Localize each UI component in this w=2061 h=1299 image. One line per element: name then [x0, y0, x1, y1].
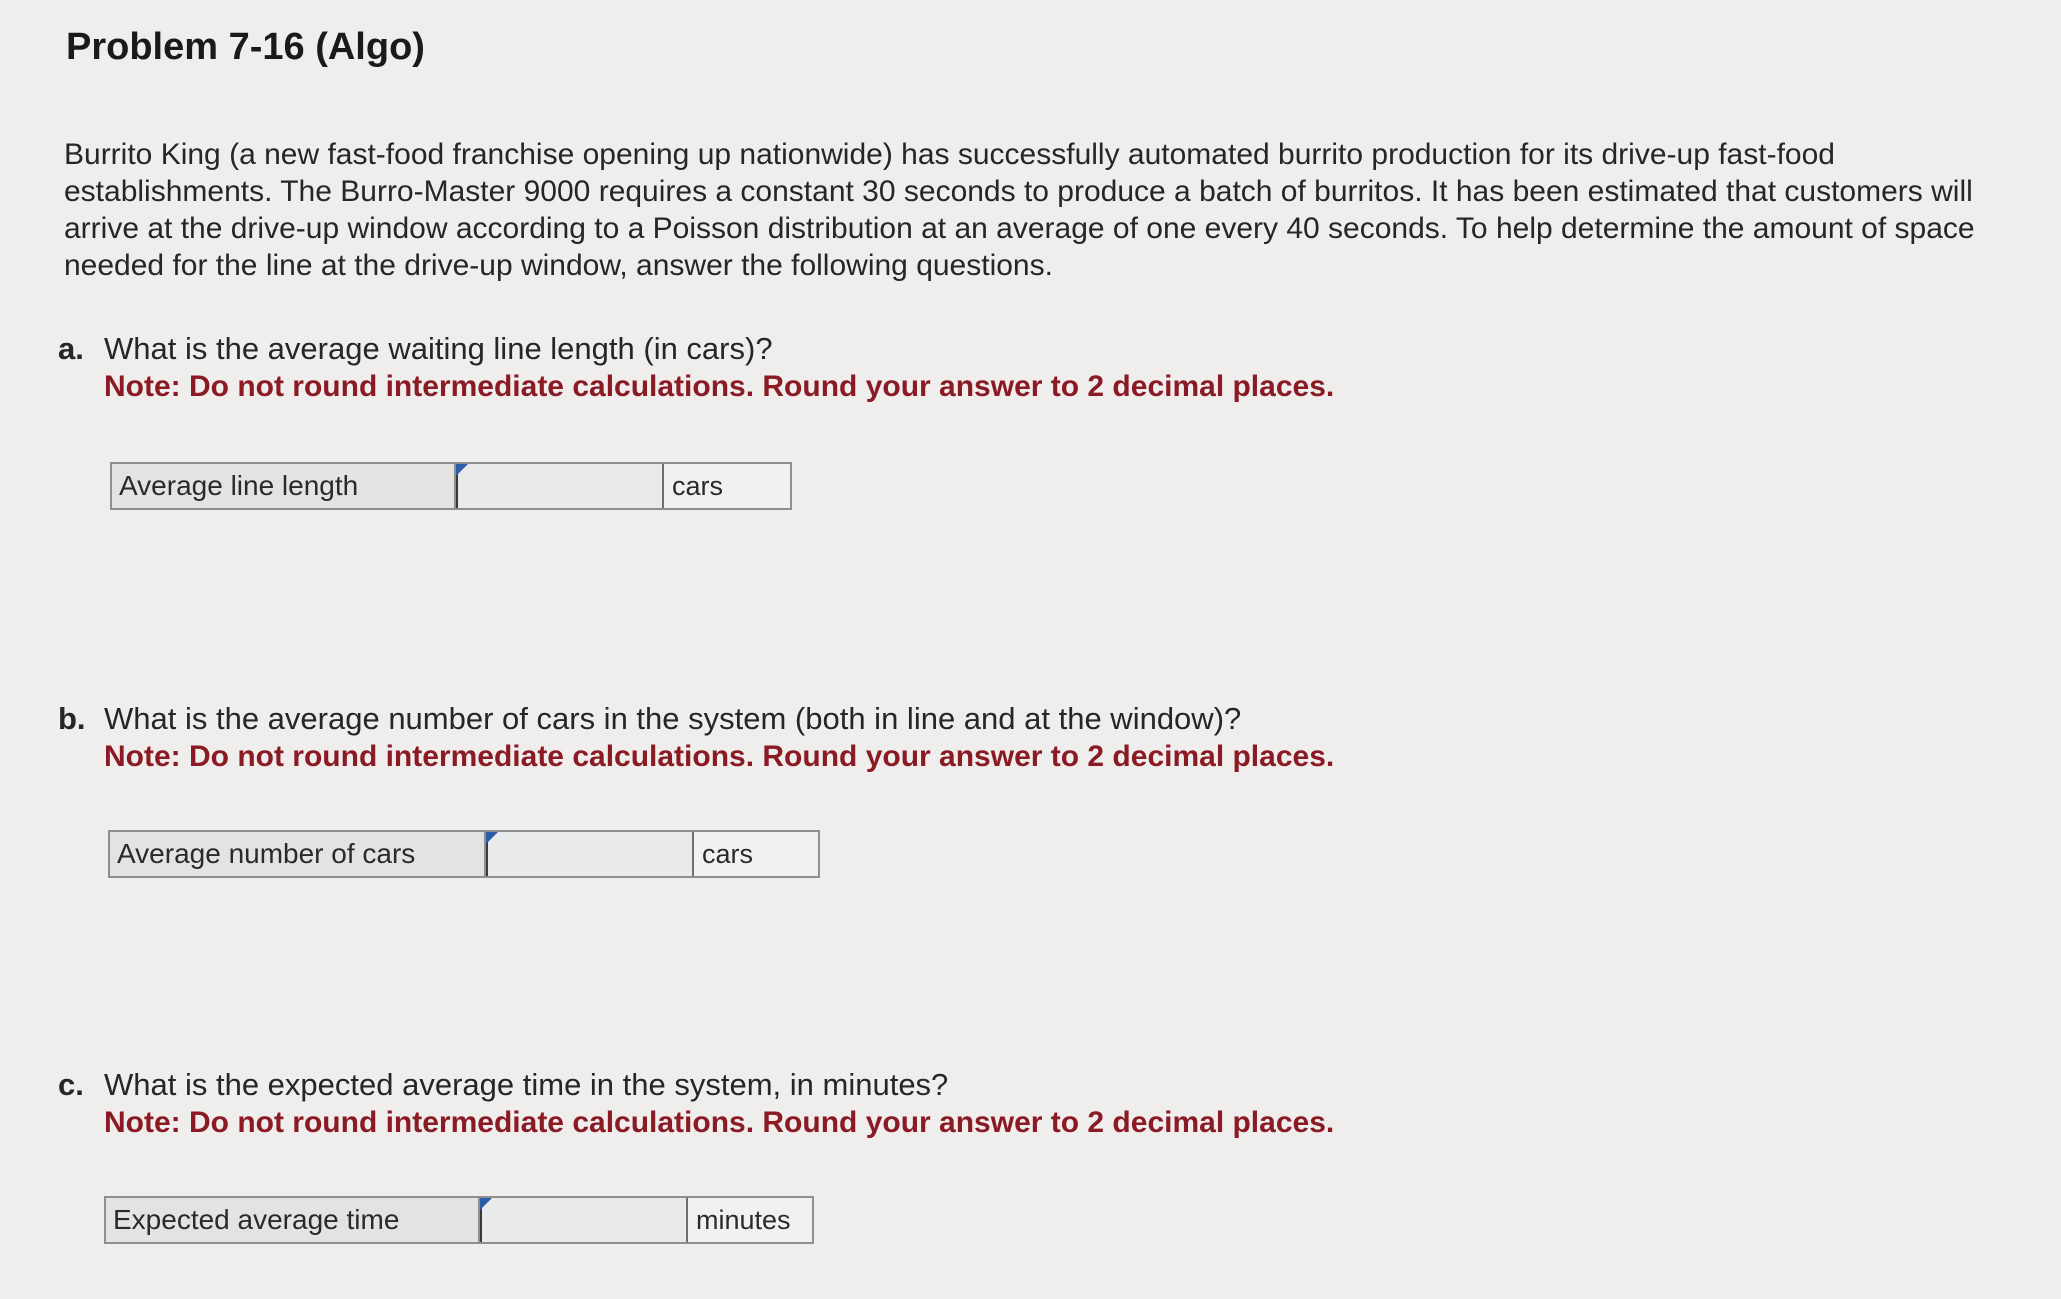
answer-b-input-wrap — [486, 832, 694, 876]
answer-c-label: Expected average time — [106, 1198, 480, 1242]
question-c-text: What is the expected average time in the system, in minutes? — [104, 1067, 949, 1102]
question-a-text: What is the average waiting line length (in cars)? — [104, 331, 773, 366]
answer-a-input-wrap — [456, 464, 664, 508]
answer-row-c — [104, 1196, 814, 1244]
question-c-letter: c. — [58, 1067, 84, 1102]
question-b — [58, 700, 1758, 776]
expected-average-time-input[interactable] — [480, 1198, 688, 1242]
answer-a-label: Average line length — [112, 464, 456, 508]
answer-b-label: Average number of cars — [110, 832, 486, 876]
question-b-text: What is the average number of cars in the system (both in line and at the window)? — [104, 701, 1242, 736]
problem-intro: Burrito King (a new fast-food franchise opening up nationwide) has successfully automated burrito production for its drive-up fast-food establishments. The Burro-Master 9000 requires a constant 30 seconds to produce a batch of burritos. It has been estimated that customers will arrive at the drive-up window according to a Poisson distribution at an average of one every 40 seconds. To help determine the amount of space needed for the line at the drive-up window, answer the following questions. — [64, 138, 1975, 282]
answer-row-b — [108, 830, 820, 878]
answer-b-unit: cars — [694, 832, 818, 876]
question-a-letter: a. — [58, 331, 84, 366]
problem-title: Problem 7-16 (Algo) — [66, 26, 425, 68]
question-a — [58, 330, 1758, 406]
question-b-note: Note: Do not round intermediate calculations. Round your answer to 2 decimal places. — [104, 740, 1335, 773]
average-line-length-input[interactable] — [456, 464, 664, 508]
average-number-of-cars-input[interactable] — [486, 832, 694, 876]
answer-c-unit: minutes — [688, 1198, 812, 1242]
question-c-note: Note: Do not round intermediate calculations. Round your answer to 2 decimal places. — [104, 1106, 1335, 1139]
answer-a-unit: cars — [664, 464, 790, 508]
answer-c-input-wrap — [480, 1198, 688, 1242]
question-a-note: Note: Do not round intermediate calculations. Round your answer to 2 decimal places. — [104, 370, 1335, 403]
question-c — [58, 1066, 1758, 1142]
question-b-letter: b. — [58, 701, 86, 736]
answer-row-a — [110, 462, 792, 510]
